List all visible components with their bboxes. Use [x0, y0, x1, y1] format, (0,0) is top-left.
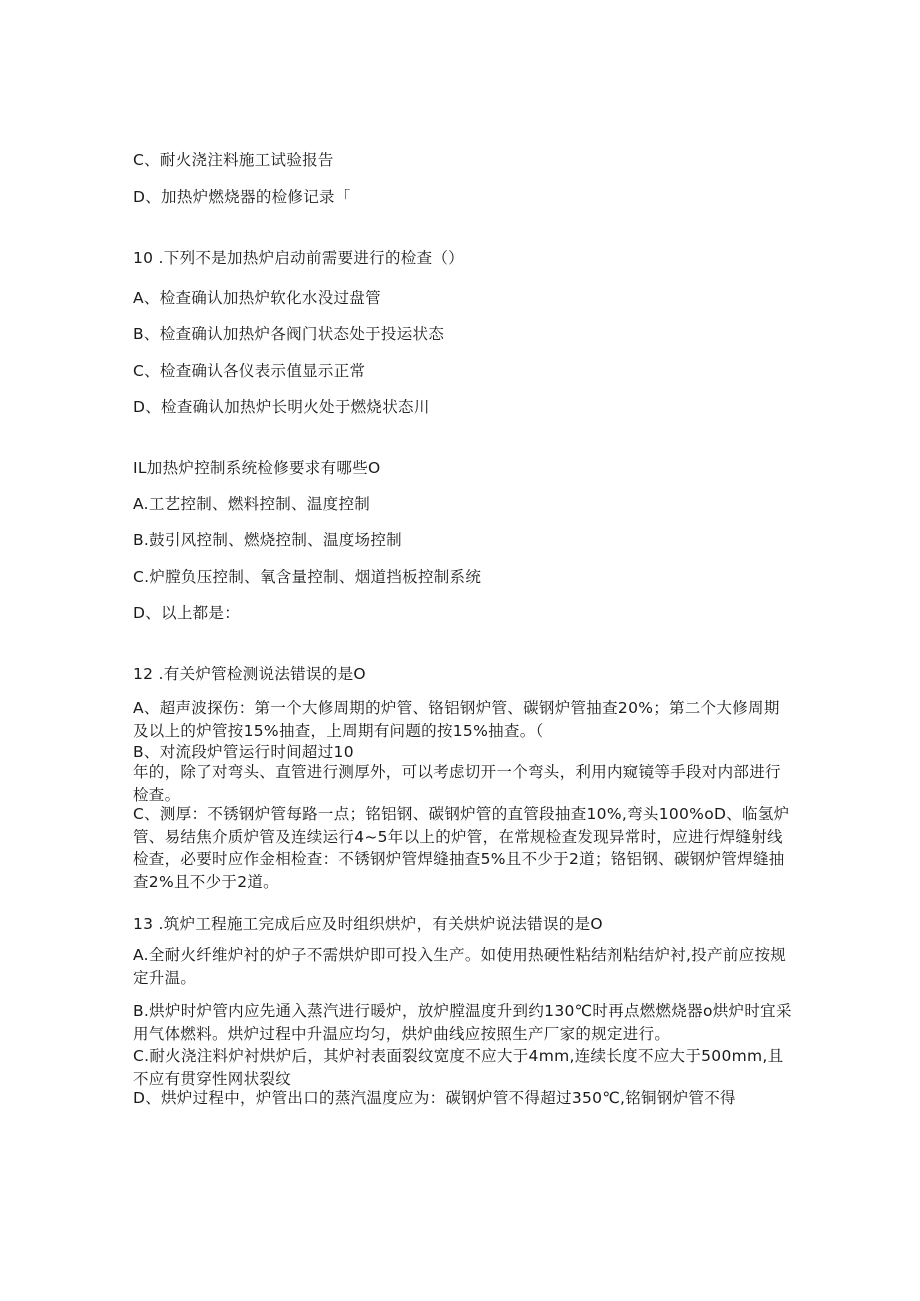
q13-option-a: A.全耐火纤维炉衬的炉子不需烘炉即可投入生产。如使用热硬性粘结剂粘结炉衬,投产前应按规定升温。 — [133, 946, 787, 987]
q11-option-a: A.工艺控制、燃料控制、温度控制 — [133, 495, 371, 513]
q12-option-b-line2: 年的，除了对弯头、直管进行测厚外，可以考虑切开一个弯头，利用内窥镜等手段对内部进行检查。 — [133, 763, 781, 804]
q9-option-c: C、耐火浇注料施工试验报告 — [133, 151, 334, 169]
q12-stem: 12 .有关炉管检测说法错误的是O — [133, 665, 366, 683]
q12-option-b-line1: B、对流段炉管运行时间超过10 — [133, 743, 354, 761]
q10-option-b: B、检查确认加热炉各阀门状态处于投运状态 — [133, 325, 445, 343]
q11-option-d: D、以上都是： — [133, 604, 241, 622]
q10-stem: 10 .下列不是加热炉启动前需要进行的检查（） — [133, 249, 464, 267]
q9-option-d: D、加热炉燃烧器的检修记录「 — [133, 188, 351, 206]
q13-option-b: B.烘炉时炉管内应先通入蒸汽进行暖炉，放炉膛温度升到约130℃时再点燃燃烧器o烘炉时宜采用气体燃料。烘炉过程中升温应均匀，烘炉曲线应按照生产厂家的规定进行。 — [133, 1002, 792, 1043]
q12-option-c: C、测厚：不锈钢炉管每路一点；铭铝钢、碳钢炉管的直管段抽查10%,弯头100%oD、临氢炉管、易结焦介质炉管及连续运行4~5年以上的炉管，在常规检查发现异常时，应进行焊缝射线检查，必要时应作金相检查：不锈钢炉管焊缝抽查5%且不少于2道；铬铝钢、碳钢炉管焊缝抽查2%且不少于2道。 — [133, 805, 790, 891]
q11-option-b: B.鼓引风控制、燃烧控制、温度场控制 — [133, 531, 402, 549]
q13-option-c: C.耐火浇注料炉衬烘炉后，其炉衬表面裂纹宽度不应大于4mm,连续长度不应大于500mm,且不应有贯穿性网状裂纹 — [133, 1047, 784, 1088]
q11-option-c: C.炉膛负压控制、氧含量控制、烟道挡板控制系统 — [133, 568, 482, 586]
q10-option-d: D、检查确认加热炉长明火处于燃烧状态川 — [133, 398, 430, 416]
q13-option-d: D、烘炉过程中，炉管出口的蒸汽温度应为：碳钢炉管不得超过350℃,铭铜钢炉管不得 — [133, 1089, 736, 1107]
q10-option-c: C、检查确认各仪表示值显示正常 — [133, 362, 366, 380]
q11-stem: IL加热炉控制系统检修要求有哪些O — [133, 459, 381, 477]
q13-stem: 13 .筑炉工程施工完成后应及时组织烘炉，有关烘炉说法错误的是O — [133, 915, 603, 933]
q12-option-a: A、超声波探伤：第一个大修周期的炉管、铬铝钢炉管、碳钢炉管抽查20%；第二个大修周期及以上的炉管按15%抽查，上周期有问题的按15%抽查。（ — [133, 699, 780, 740]
q10-option-a: A、检查确认加热炉软化水没过盘管 — [133, 289, 381, 307]
